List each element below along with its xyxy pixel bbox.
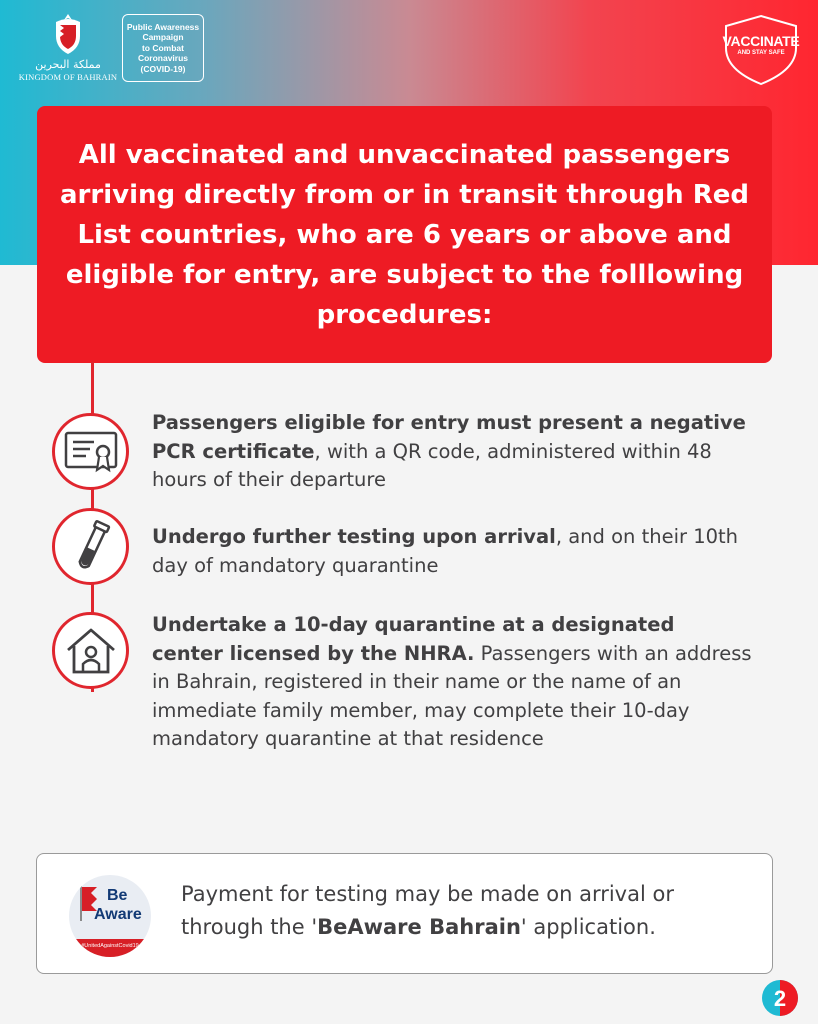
campaign-line: (COVID-19) [140,63,186,74]
page-number: 2 [773,986,787,1011]
procedure-rest: , with a QR code, administered within 48 hours of their departure [152,439,712,491]
beaware-hashtag: #UnitedAgainstCovid19 [69,939,151,957]
procedure-bold: Passengers eligible for entry must present a negative PCR certificate [152,411,746,463]
note-text-after: ' application. [520,915,656,939]
procedure-bold: Undergo further testing upon arrival [152,525,556,548]
procedure-bold: Undertake a 10-day quarantine at a designated center licensed by the NHRA. [152,613,675,665]
procedure-rest: , and on their 10th day of mandatory quarantine [152,525,739,577]
procedure-icon-circle [52,413,129,490]
beaware-app-name: BeAware Bahrain [317,915,521,939]
payment-note-box [36,853,773,974]
page-number-badge [760,978,800,1018]
kingdom-of-bahrain-logo [18,12,118,92]
beaware-logo-line2: Aware [94,906,142,923]
beaware-logo [69,875,151,957]
vaccinate-title: VACCINATE [722,33,800,49]
vaccinate-badge [718,14,804,86]
note-text-before: Payment for testing may be made on arrival or through the ' [181,882,674,939]
certificate-icon [64,430,118,474]
beaware-logo-line1: Be [107,887,128,904]
vaccinate-subtitle: AND STAY SAFE [737,50,785,56]
header [0,0,818,100]
headline-box [37,106,772,363]
campaign-line: Public Awareness [126,21,200,32]
procedure-text [152,523,752,580]
procedure-icon-circle [52,508,129,585]
campaign-line: Coronavirus [137,53,189,64]
logo-english-text: KINGDOM OF BAHRAIN [18,72,118,82]
procedure-rest: Passengers with an address in Bahrain, registered in their name or the name of an immediate family member, may complete their 10-day mandatory quarantine at that residence [152,641,752,750]
logo-arabic-text: مملكة البحرين [35,58,101,71]
campaign-line: Campaign [142,32,184,43]
house-icon [64,626,118,676]
procedure-text [152,409,752,495]
payment-note-text [181,878,741,944]
bahrain-emblem-icon [50,12,86,56]
page-number-circle-icon [760,978,800,1018]
procedure-text [152,611,752,754]
campaign-badge [122,14,204,82]
campaign-line: to Combat [141,42,184,53]
procedure-icon-circle [52,612,129,689]
test-tube-icon [69,519,113,575]
headline-text: All vaccinated and unvaccinated passengers arriving directly from or in transit through Red List countries, who are 6 years or above and eligible for entry, are subject to the folllowing procedures: [60,139,749,330]
